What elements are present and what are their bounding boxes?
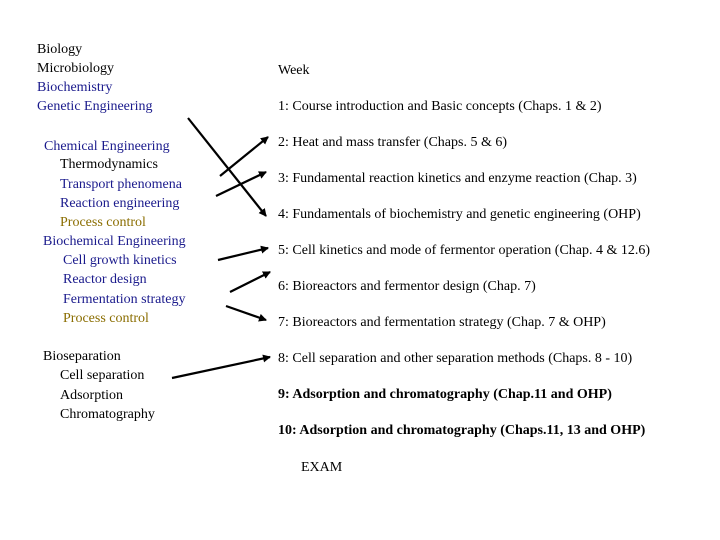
- topic-process-control-bio: Process control: [63, 311, 149, 326]
- topic-reaction-engineering: Reaction engineering: [60, 196, 180, 211]
- week-6: 6: Bioreactors and fermentor design (Chap. 7): [278, 279, 536, 294]
- arrow-reactor-to-week6: [230, 272, 270, 292]
- topic-biochemistry: Biochemistry: [37, 80, 113, 95]
- topic-microbiology: Microbiology: [37, 61, 114, 76]
- week-7: 7: Bioreactors and fermentation strategy (Chap. 7 & OHP): [278, 315, 606, 330]
- week-header: Week: [278, 63, 310, 78]
- arrow-fermentation-to-week7: [226, 306, 266, 320]
- topic-transport-phenomena: Transport phenomena: [60, 177, 182, 192]
- topic-process-control: Process control: [60, 215, 146, 230]
- week-1: 1: Course introduction and Basic concepts (Chaps. 1 & 2): [278, 99, 602, 114]
- week-9: 9: Adsorption and chromatography (Chap.11 and OHP): [278, 387, 612, 402]
- topic-reactor-design: Reactor design: [63, 272, 147, 287]
- topic-chromatography: Chromatography: [60, 407, 155, 422]
- exam-label: EXAM: [301, 460, 343, 475]
- week-8: 8: Cell separation and other separation methods (Chaps. 8 - 10): [278, 351, 633, 366]
- topic-chemical-engineering: Chemical Engineering: [44, 139, 170, 154]
- topic-cell-separation: Cell separation: [60, 368, 145, 383]
- week-4: 4: Fundamentals of biochemistry and genetic engineering (OHP): [278, 207, 641, 222]
- arrow-cellsep-to-week8: [172, 357, 270, 378]
- topic-biology: Biology: [37, 42, 83, 57]
- week-3: 3: Fundamental reaction kinetics and enzyme reaction (Chap. 3): [278, 171, 637, 186]
- topic-thermodynamics: Thermodynamics: [60, 157, 158, 172]
- week-10: 10: Adsorption and chromatography (Chaps.11, 13 and OHP): [278, 423, 646, 438]
- topic-biochemical-engineering: Biochemical Engineering: [43, 234, 186, 249]
- topic-bioseparation: Bioseparation: [43, 349, 121, 364]
- topic-genetic-engineering: Genetic Engineering: [37, 99, 153, 114]
- week-5: 5: Cell kinetics and mode of fermentor operation (Chap. 4 & 12.6): [278, 243, 651, 258]
- topic-cell-growth-kinetics: Cell growth kinetics: [63, 253, 177, 268]
- topic-adsorption: Adsorption: [60, 388, 123, 403]
- arrow-reaction-to-week3: [216, 172, 266, 196]
- arrow-genetic-to-week4: [188, 118, 266, 216]
- arrow-growth-to-week5: [218, 248, 268, 260]
- week-2: 2: Heat and mass transfer (Chaps. 5 & 6): [278, 135, 507, 150]
- topic-fermentation-strategy: Fermentation strategy: [63, 292, 186, 307]
- arrow-chemeng-to-week2: [220, 137, 268, 176]
